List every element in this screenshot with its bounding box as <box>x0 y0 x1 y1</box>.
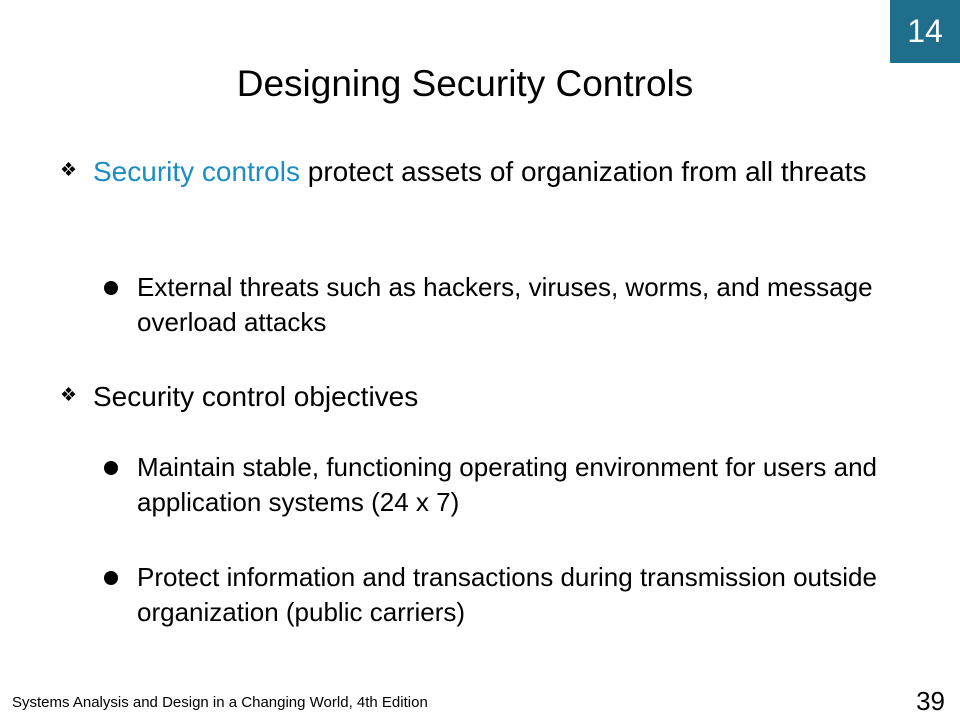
page-number: 39 <box>916 686 945 716</box>
sub-bullet-external-threats <box>104 270 914 340</box>
round-bullet-icon <box>104 461 118 475</box>
sub-bullet-text: Protect information and transactions during transmission outside organization (public carriers) <box>137 562 877 627</box>
bullet-text-rest: protect assets of organization from all threats <box>299 156 867 187</box>
chapter-badge: 14 <box>890 0 960 63</box>
round-bullet-icon <box>104 281 118 295</box>
footer-book-title: Systems Analysis and Design in a Changing World, 4th Edition <box>12 694 428 711</box>
sub-bullet-text: Maintain stable, functioning operating environment for users and application systems (24 x 7) <box>137 452 877 517</box>
sub-bullet-text: External threats such as hackers, viruses, worms, and message overload attacks <box>137 272 873 337</box>
bullet-text: Security control objectives <box>93 381 419 412</box>
slide-title: Designing Security Controls <box>236 63 694 104</box>
bullet-item-objectives <box>60 378 900 415</box>
sub-bullet-protect <box>104 560 914 630</box>
round-bullet-icon <box>104 571 118 585</box>
diamond-bullet-icon: ❖ <box>60 385 78 406</box>
highlight-term: Security controls <box>93 156 300 187</box>
bullet-text <box>93 153 900 190</box>
diamond-bullet-icon: ❖ <box>60 160 78 181</box>
bullet-item-security-controls <box>60 153 900 190</box>
sub-bullet-maintain <box>104 450 914 520</box>
